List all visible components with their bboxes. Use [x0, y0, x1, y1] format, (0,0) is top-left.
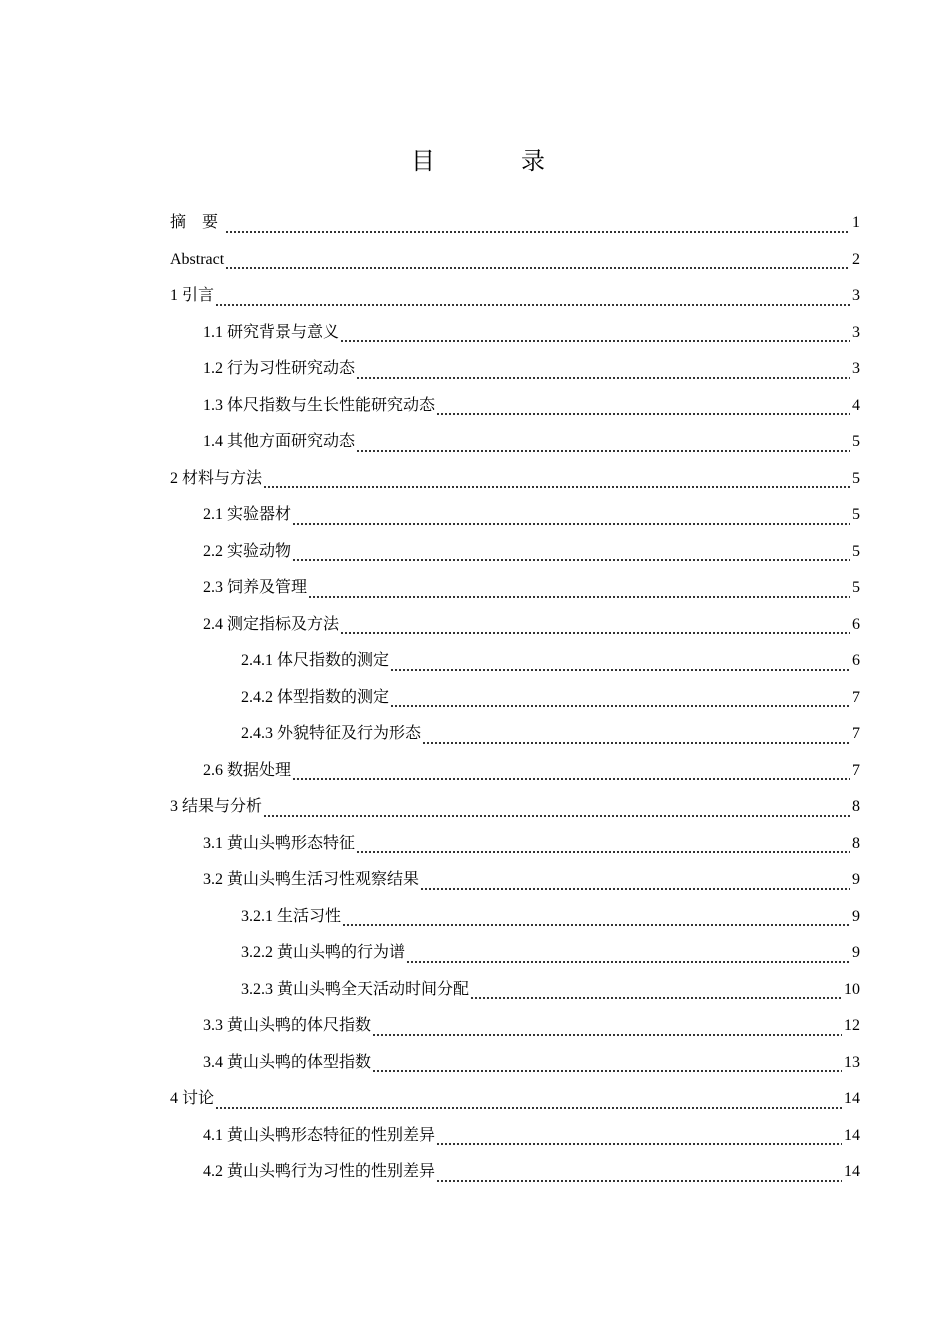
dot-leader	[420, 888, 850, 890]
toc-entry-page-number: 6	[852, 615, 860, 633]
toc-entry-label: 实验器材	[227, 506, 292, 524]
toc-entry-label: 讨论	[182, 1090, 215, 1108]
dot-leader	[372, 1070, 842, 1072]
dot-leader	[436, 413, 850, 415]
toc-entry-page-number: 13	[844, 1053, 860, 1071]
toc-entry-page-number: 5	[852, 433, 860, 451]
dot-leader	[340, 632, 850, 634]
dot-leader	[436, 1180, 842, 1182]
toc-entry[interactable]	[170, 643, 860, 680]
toc-entry[interactable]	[170, 826, 860, 863]
toc-entry-label: 黄山头鸭全天活动时间分配	[277, 980, 470, 998]
toc-entry-page-number: 14	[844, 1126, 860, 1144]
toc-entry[interactable]	[170, 1081, 860, 1118]
dot-leader	[263, 486, 850, 488]
toc-entry-number: 1.3	[203, 396, 223, 414]
toc-entry-label: 黄山头鸭的体尺指数	[227, 1017, 372, 1035]
toc-entry-number: 3.4	[203, 1053, 223, 1071]
toc-entry-page-number: 7	[852, 761, 860, 779]
toc-entry-label: 黄山头鸭形态特征的性别差异	[227, 1126, 436, 1144]
toc-entry-number: 4	[170, 1090, 178, 1108]
toc-entry-label: 外貌特征及行为形态	[277, 725, 422, 743]
toc-entry[interactable]	[170, 1118, 860, 1155]
toc-entry[interactable]	[170, 242, 860, 279]
toc-entry-page-number: 7	[852, 688, 860, 706]
toc-entry[interactable]	[170, 935, 860, 972]
toc-entry[interactable]	[170, 497, 860, 534]
toc-entry-label: 体型指数的测定	[277, 688, 390, 706]
toc-entry-number: 2.2	[203, 542, 223, 560]
toc-entry-label: 引言	[182, 287, 215, 305]
toc-entry-page-number: 5	[852, 542, 860, 560]
toc-entry[interactable]	[170, 1045, 860, 1082]
toc-entry[interactable]	[170, 278, 860, 315]
toc-entry-page-number: 8	[852, 798, 860, 816]
toc-entry-label: 实验动物	[227, 542, 292, 560]
toc-entry-label: 黄山头鸭形态特征	[227, 834, 356, 852]
toc-entry-label: 测定指标及方法	[227, 615, 340, 633]
toc-entry-label: 摘 要	[170, 214, 225, 232]
toc-entry-page-number: 9	[852, 944, 860, 962]
toc-entry-page-number: 9	[852, 871, 860, 889]
toc-entry-page-number: 8	[852, 834, 860, 852]
toc-entry[interactable]	[170, 534, 860, 571]
toc-entry-number: 3.1	[203, 834, 223, 852]
toc-entry[interactable]	[170, 899, 860, 936]
toc-entry-label: 黄山头鸭的体型指数	[227, 1053, 372, 1071]
dot-leader	[436, 1143, 842, 1145]
toc-entry-number: 1.1	[203, 323, 223, 341]
toc-entry-page-number: 5	[852, 579, 860, 597]
toc-entry-label: 材料与方法	[182, 469, 263, 487]
toc-entry-number: 3.2.3	[241, 980, 273, 998]
toc-entry-label: 生活习性	[277, 907, 342, 925]
toc-entry-label: 体尺指数的测定	[277, 652, 390, 670]
toc-entry-number: 3	[170, 798, 178, 816]
dot-leader	[292, 559, 850, 561]
toc-entry-number: 3.2	[203, 871, 223, 889]
toc-entry[interactable]	[170, 388, 860, 425]
toc-entry-page-number: 9	[852, 907, 860, 925]
toc-entry-page-number: 14	[844, 1090, 860, 1108]
toc-entry-label: 数据处理	[227, 761, 292, 779]
toc-entry-number: 3.3	[203, 1017, 223, 1035]
toc-entry-page-number: 3	[852, 323, 860, 341]
toc-entry-number: 1	[170, 287, 178, 305]
toc-entry-page-number: 7	[852, 725, 860, 743]
dot-leader	[263, 815, 850, 817]
dot-leader	[340, 340, 850, 342]
dot-leader	[356, 450, 850, 452]
toc-entry-page-number: 4	[852, 396, 860, 414]
toc-entry-number: 4.2	[203, 1163, 223, 1181]
toc-entry-label: 行为习性研究动态	[227, 360, 356, 378]
toc-entry[interactable]	[170, 570, 860, 607]
table-of-contents	[170, 205, 860, 1191]
toc-entry-page-number: 5	[852, 506, 860, 524]
toc-entry-label: 研究背景与意义	[227, 323, 340, 341]
toc-entry-page-number: 3	[852, 287, 860, 305]
page-title: 目 录	[411, 149, 585, 175]
dot-leader	[292, 778, 850, 780]
dot-leader	[390, 705, 850, 707]
dot-leader	[356, 377, 850, 379]
toc-entry-number: 2.4.1	[241, 652, 273, 670]
toc-entry-label: 结果与分析	[182, 798, 263, 816]
toc-entry-page-number: 5	[852, 469, 860, 487]
toc-entry[interactable]	[170, 716, 860, 753]
toc-entry[interactable]	[170, 315, 860, 352]
toc-entry-label: 黄山头鸭行为习性的性别差异	[227, 1163, 436, 1181]
toc-entry-label: 饲养及管理	[227, 579, 308, 597]
dot-leader	[422, 742, 850, 744]
toc-entry-number: 1.4	[203, 433, 223, 451]
toc-entry-label: Abstract	[170, 250, 225, 268]
toc-entry[interactable]	[170, 461, 860, 498]
toc-entry[interactable]	[170, 753, 860, 790]
toc-entry[interactable]	[170, 789, 860, 826]
toc-entry[interactable]	[170, 607, 860, 644]
toc-entry[interactable]	[170, 205, 860, 242]
toc-entry-number: 2.4	[203, 615, 223, 633]
dot-leader	[292, 523, 850, 525]
toc-entry[interactable]	[170, 972, 860, 1009]
toc-entry-number: 2	[170, 469, 178, 487]
toc-entry-number: 2.6	[203, 761, 223, 779]
dot-leader	[225, 267, 850, 269]
dot-leader	[342, 924, 850, 926]
toc-entry-number: 1.2	[203, 360, 223, 378]
toc-entry-label: 黄山头鸭生活习性观察结果	[227, 871, 420, 889]
toc-entry-number: 2.4.2	[241, 688, 273, 706]
dot-leader	[406, 961, 850, 963]
toc-entry-number: 4.1	[203, 1126, 223, 1144]
dot-leader	[470, 997, 842, 999]
toc-entry-page-number: 2	[852, 250, 860, 268]
toc-entry-number: 3.2.2	[241, 944, 273, 962]
dot-leader	[225, 231, 850, 233]
toc-entry-page-number: 14	[844, 1163, 860, 1181]
toc-entry-number: 3.2.1	[241, 907, 273, 925]
dot-leader	[372, 1034, 842, 1036]
toc-entry-page-number: 6	[852, 652, 860, 670]
toc-entry-number: 2.1	[203, 506, 223, 524]
toc-entry[interactable]	[170, 424, 860, 461]
toc-entry[interactable]	[170, 1154, 860, 1191]
dot-leader	[215, 1107, 842, 1109]
dot-leader	[390, 669, 850, 671]
dot-leader	[308, 596, 850, 598]
toc-entry[interactable]	[170, 862, 860, 899]
dot-leader	[215, 304, 850, 306]
toc-entry[interactable]	[170, 1008, 860, 1045]
toc-entry-label: 黄山头鸭的行为谱	[277, 944, 406, 962]
toc-entry-number: 2.4.3	[241, 725, 273, 743]
toc-entry-label: 体尺指数与生长性能研究动态	[227, 396, 436, 414]
toc-entry-number: 2.3	[203, 579, 223, 597]
toc-entry-label: 其他方面研究动态	[227, 433, 356, 451]
toc-entry[interactable]	[170, 680, 860, 717]
toc-entry-page-number: 10	[844, 980, 860, 998]
dot-leader	[356, 851, 850, 853]
toc-entry-page-number: 1	[852, 214, 860, 232]
toc-entry-page-number: 3	[852, 360, 860, 378]
toc-entry[interactable]	[170, 351, 860, 388]
toc-entry-page-number: 12	[844, 1017, 860, 1035]
